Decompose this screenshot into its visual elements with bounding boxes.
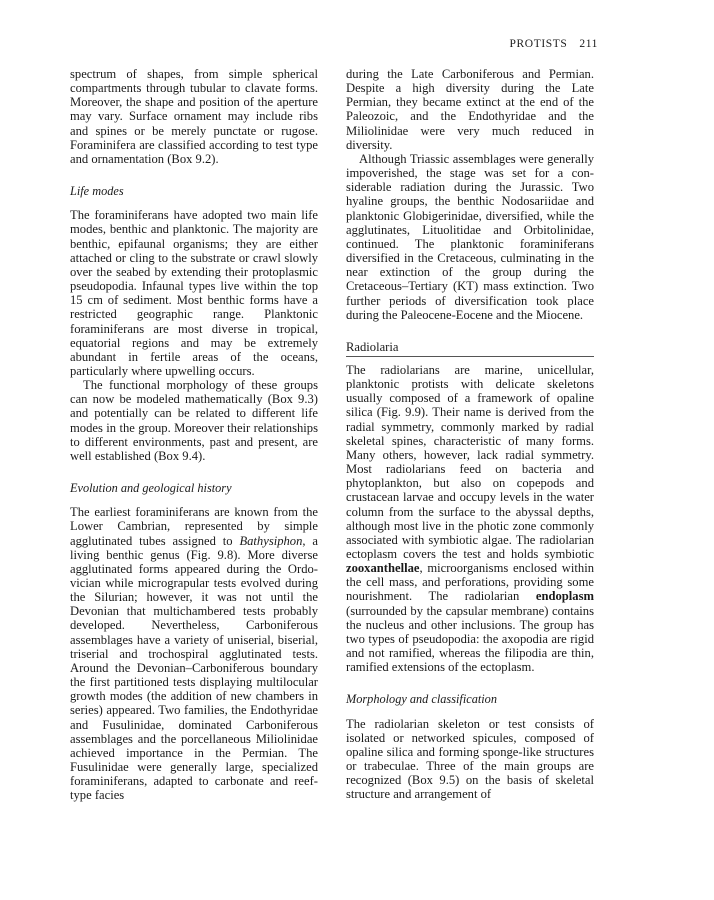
paragraph: during the Late Carboniferous and Permian. Despite a high diversity during the Late Permian, they became extinct at the end of the Paleozoic, and the Endothyridae and the Miliolinidae were very much reduced in diversity.	[346, 67, 594, 152]
right-column	[346, 67, 594, 802]
section-heading-radiolaria: Radiolaria	[346, 340, 594, 357]
paragraph: The foraminiferans have adopted two main life modes, benthic and planktonic. The majority are benthic, epifaunal organisms; they are either attached or cling to the substrate or crawl slowly over the seabed by extending their protoplasmic pseudopodia. Infaunal types live within the top 15 cm of sediment. Most benthic forms have a restricted geographic range. Planktonic foraminiferans are most diverse in tropical, equatorial regions and may be extremely abundant in fertile areas of the oceans, particularly where upwelling occurs.	[70, 208, 318, 378]
paragraph: The functional morphology of these groups can now be modeled mathematically (Box 9.3) and potentially can be related to different life modes in the group. Moreover their relationships to different environments, past and present, are well established (Box 9.4).	[70, 378, 318, 463]
paragraph: The radiolarian skeleton or test consists of isolated or networked spicules, composed of opaline silica and forming sponge-like structures or trabeculae. Three of the main groups are recognized (Box 9.5) on the basis of skeletal structure and arrangement of	[346, 716, 594, 802]
subheading-evolution: Evolution and geological history	[70, 481, 232, 496]
genus-name: Bathysiphon	[239, 533, 303, 548]
term-zooxanthellae: zooxanthellae	[346, 561, 420, 576]
page-number: 211	[579, 38, 598, 50]
running-header	[510, 38, 598, 50]
left-column	[70, 67, 318, 803]
term-endoplasm: endoplasm	[535, 589, 594, 604]
paragraph: The earliest foraminiferans are known from the Lower Cambrian, represented by simple agglutinated tubes assigned to Bathysiphon, a living benthic genus (Fig. 9.8). More diverse agglutinated forms appeared during the Ordovician while micrograpular tests evolved during the Silurian; however, it was not until the Devonian that multichambered tests probably developed. Nevertheless, Carboniferous assemblages have a variety of uniserial, biserial, triserial and trochospiral agglutinated tests. Around the Devonian–Carboniferous boundary the first partitioned tests displaying multilocular growth modes (the addition of new chambers in series) appeared. Two families, the Endothyridae and Fusulinidae, dominated Carboniferous assemblages and the porcellaneous Miliolinidae achieved importance in the Permian. The Fusulinidae were generally large, specialized foraminiferans, adapted to carbonate and reef-type facies	[70, 505, 319, 803]
paragraph: spectrum of shapes, from simple spherical compartments through tubular to clavate forms. Moreover, the shape and position of the aperture may vary. Surface ornament may include ribs and spines or be merely punctate or rugose. Foraminifera are classified according to test type and ornamentation (Box 9.2).	[70, 67, 318, 166]
subheading-morphology: Morphology and classification	[346, 692, 497, 707]
paragraph: The radiolarians are marine, unicellular, planktonic protists with delicate skeletons usually composed of a framework of opaline silica (Fig. 9.9). Their name is derived from the radial symmetry, commonly marked by radial skeletal spines, characteristic of many forms. Many others, however, lack radial symmetry. Most radiolarians feed on bacteria and phytoplankton, but also on copepods and crustacean larvae and occupy levels in the water column from the surface to the abyssal depths, although most live in the photic zone commonly associated with symbiotic algae. The radiolarian ectoplasm covers the test and holds symbiotic zooxanthellae, microorganisms enclosed within the cell mass, and perforations, providing some nourishment. The radiolarian endoplasm (surrounded by the capsular membrane) contains the nucleus and other inclusions. The group has two types of pseudopodia: the axopodia are rigid and not ramified, whereas the filipodia are thin, ramified extensions of the ectoplasm.	[346, 362, 594, 675]
subheading-life-modes: Life modes	[70, 184, 124, 199]
running-title: PROTISTS	[509, 38, 568, 50]
paragraph: Although Triassic assemblages were generally impoverished, the stage was set for a considerable radiation during the Jurassic. Two hyaline groups, the benthic Nodosariidae and planktonic Globigerinidae, diversified, while the agglutinates, Lituolitidae and Orbitolinidae, continued. The planktonic foraminiferans diversified in the Cretaceous, culminating in the near extinction of the group during the Cretaceous–Tertiary (KT) mass extinction. Two further periods of diversification took place during the Paleocene-Eocene and the Miocene.	[346, 151, 594, 322]
